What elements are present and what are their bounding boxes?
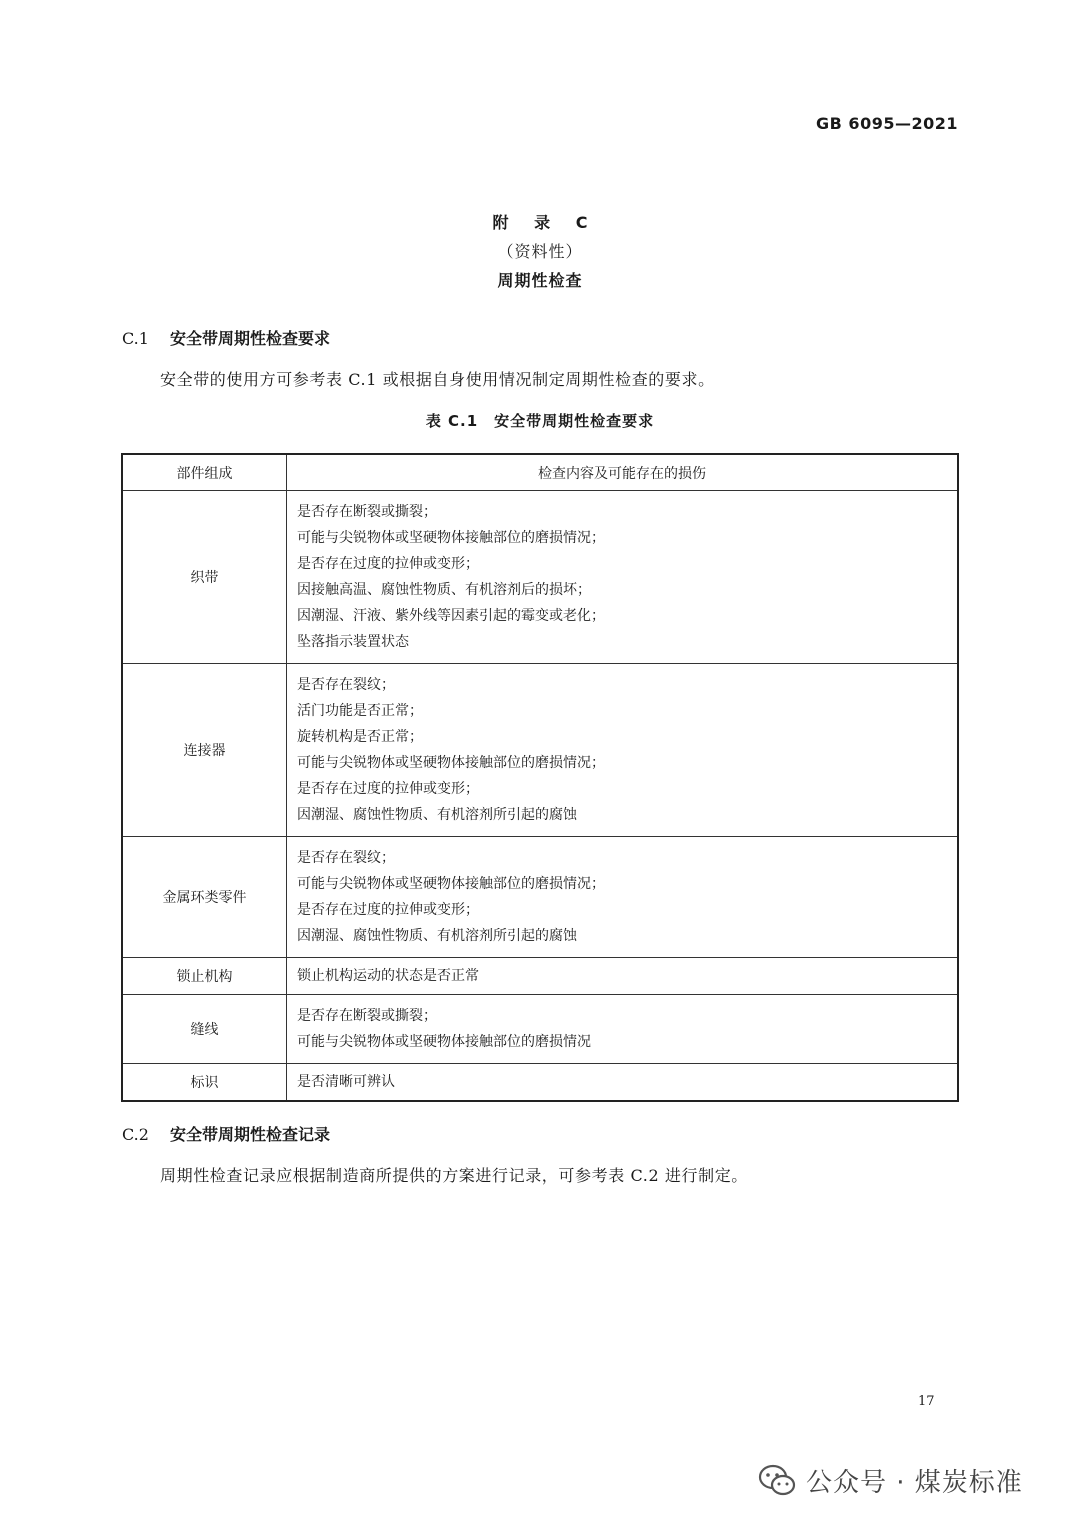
section-c1-paragraph: 安全带的使用方可参考表 C.1 或根据自身使用情况制定周期性检查的要求。 xyxy=(160,370,715,389)
section-number: C.2 xyxy=(122,1125,149,1144)
header-content: 检查内容及可能存在的损伤 xyxy=(287,454,959,491)
table-row xyxy=(122,837,958,958)
part-cell: 连接器 xyxy=(122,664,287,837)
part-cell: 锁止机构 xyxy=(122,958,287,995)
inspection-item: 是否存在过度的拉伸或变形； xyxy=(297,781,479,797)
table-row xyxy=(122,1064,958,1102)
inspection-item: 因潮湿、腐蚀性物质、有机溶剂所引起的腐蚀 xyxy=(297,807,577,823)
table-row xyxy=(122,995,958,1064)
table-caption: 表 C.1 安全带周期性检查要求 xyxy=(425,412,655,430)
appendix-title: 附 录 C xyxy=(492,213,598,232)
section-title: 安全带周期性检查记录 xyxy=(170,1125,331,1144)
inspection-item: 是否存在断裂或撕裂； xyxy=(297,1008,437,1024)
inspection-items-cell xyxy=(287,664,959,837)
section-c2-heading xyxy=(122,1122,330,1145)
appendix-nature: （资料性） xyxy=(497,242,583,261)
section-c2-paragraph: 周期性检查记录应根据制造商所提供的方案进行记录，可参考表 C.2 进行制定。 xyxy=(160,1166,748,1185)
inspection-item: 因潮湿、腐蚀性物质、有机溶剂所引起的腐蚀 xyxy=(297,928,577,944)
table-header-row xyxy=(122,454,958,491)
inspection-item: 因接触高温、腐蚀性物质、有机溶剂后的损坏； xyxy=(297,582,591,598)
standard-code: GB 6095—2021 xyxy=(816,114,958,133)
section-title: 安全带周期性检查要求 xyxy=(170,329,331,348)
inspection-item: 是否清晰可辨认 xyxy=(297,1074,395,1090)
inspection-item: 因潮湿、汗液、紫外线等因素引起的霉变或老化； xyxy=(297,608,605,624)
watermark xyxy=(758,1462,1023,1499)
appendix-heading xyxy=(0,208,1080,295)
table-body xyxy=(122,491,958,1102)
watermark-text: 公众号 · 煤炭标准 xyxy=(806,1468,1023,1498)
inspection-item: 是否存在断裂或撕裂； xyxy=(297,504,437,520)
inspection-items-cell xyxy=(287,958,959,995)
section-number: C.1 xyxy=(122,329,149,348)
section-c1-heading xyxy=(122,326,330,349)
inspection-item: 是否存在过度的拉伸或变形； xyxy=(297,902,479,918)
inspection-item: 坠落指示装置状态 xyxy=(297,634,409,650)
inspection-item: 可能与尖锐物体或坚硬物体接触部位的磨损情况； xyxy=(297,876,605,892)
header-part: 部件组成 xyxy=(122,454,287,491)
inspection-items-cell xyxy=(287,491,959,664)
page-number: 17 xyxy=(918,1394,935,1409)
part-cell: 金属环类零件 xyxy=(122,837,287,958)
part-cell: 缝线 xyxy=(122,995,287,1064)
part-cell: 织带 xyxy=(122,491,287,664)
inspection-item: 是否存在裂纹； xyxy=(297,850,395,866)
table-row xyxy=(122,958,958,995)
inspection-item: 可能与尖锐物体或坚硬物体接触部位的磨损情况 xyxy=(297,1034,591,1050)
table-row xyxy=(122,491,958,664)
inspection-item: 可能与尖锐物体或坚硬物体接触部位的磨损情况； xyxy=(297,755,605,771)
inspection-items-cell xyxy=(287,1064,959,1102)
appendix-subject: 周期性检查 xyxy=(497,271,583,290)
table-row xyxy=(122,664,958,837)
inspection-items-cell xyxy=(287,837,959,958)
part-cell: 标识 xyxy=(122,1064,287,1102)
inspection-table xyxy=(121,453,959,1102)
wechat-icon xyxy=(758,1464,796,1498)
inspection-item: 是否存在裂纹； xyxy=(297,677,395,693)
inspection-item: 锁止机构运动的状态是否正常 xyxy=(297,968,479,984)
inspection-item: 是否存在过度的拉伸或变形； xyxy=(297,556,479,572)
inspection-item: 活门功能是否正常； xyxy=(297,703,423,719)
inspection-items-cell xyxy=(287,995,959,1064)
inspection-item: 旋转机构是否正常； xyxy=(297,729,423,745)
inspection-item: 可能与尖锐物体或坚硬物体接触部位的磨损情况； xyxy=(297,530,605,546)
